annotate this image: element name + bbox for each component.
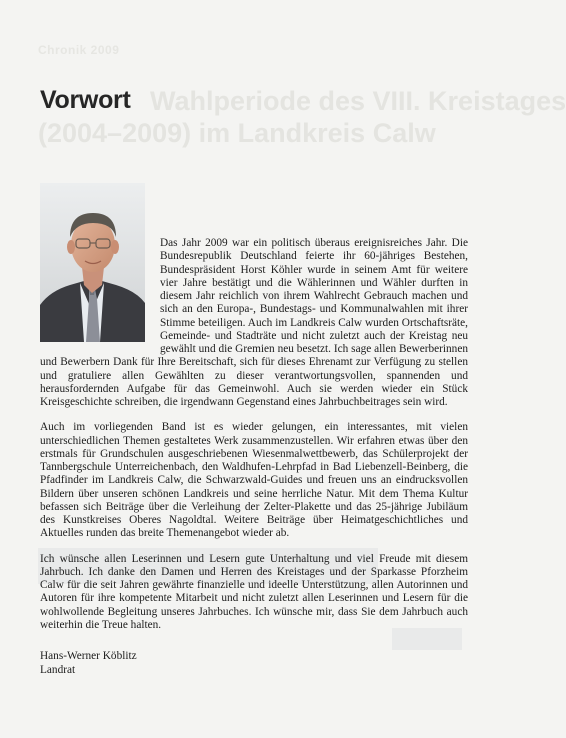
paragraph-1: [40, 237, 468, 409]
foreword-body: [40, 237, 468, 644]
paragraph-1-text: Das Jahr 2009 war ein politisch überaus ereignisreiches Jahr. Die Bundesrepublik Deutschland feierte ihr 60-jähriges Bestehen, Bundespräsident Horst Köhler wurde in seinem Amt für weitere vier Jahre bestätigt und die Wählerinnen und Wähler durften in diesem Jahr reichlich von ihrem Wahlrecht Gebrauch machen und sich an den Europa-, Bundestags- und Kommunalwahlen mit ihrer Stimme beteiligen. Auch im Landkreis Calw wurden Ortschaftsräte, Gemeinde- und Stadträte und nicht zuletzt auch der Kreistag neu gewählt und die Gremien neu besetzt. Ich sage allen Bewerberinnen und Bewerbern Dank für Ihre Bereitschaft, sich für dieses Ehrenamt zur Verfügung zu stellen und gratuliere allen Gewählten zu dieser verantwortungsvollen, spannenden und herausfordernden Aufgabe für das Gemeinwohl. Auch sie werden wieder ein Stück Kreisgeschichte schreiben, die irgendwann Gegenstand eines Jahrbuchbeitrages sein wird.: [40, 237, 468, 408]
page-heading: Vorwort: [40, 86, 131, 114]
image-wrap-spacer: [40, 237, 160, 353]
show-through-title-line-2: (2004–2009) im Landkreis Calw: [38, 118, 436, 148]
signature-name: Hans-Werner Köblitz: [40, 650, 137, 662]
show-through-kicker: Chronik 2009: [38, 43, 120, 57]
show-through-title-line-1: Wahlperiode des VIII. Kreistages: [150, 86, 566, 116]
signature-title: Landrat: [40, 663, 76, 676]
paragraph-2: Auch im vorliegenden Band ist es wieder gelungen, ein interessantes, mit vielen unterschiedlichen Themen gestaltetes Werk zusammenzustellen. Wir erfahren etwas über den erstmals für Grundschulen ausgeschriebenen Wiesenmalwettbewerb, das Schülerprojekt der Tannbergschule Unterreichenbach, den Waldhufen-Lehrpfad in Bad Liebenzell-Beinberg, die Pfadfinder im Landkreis Calw, die Schwarzwald-Guides und freuen uns an eindrucksvollen Bildern über unseren schönen Landkreis und seine herrliche Natur. Mit dem Thema Kultur befassen sich Beiträge über die Verleihung der Zelter-Plakette und das 25-jährige Jubiläum des Kunstkreises Oberes Nagoldtal. Weitere Beiträge über Heimatgeschichtliches und Aktuelles runden das breite Themenangebot wieder ab.: [40, 421, 468, 540]
paragraph-3: Ich wünsche allen Leserinnen und Lesern gute Unterhaltung und viel Freude mit diesem Jahrbuch. Ich danke den Damen und Herren des Kreistages und der Sparkasse Pforzheim Calw für die seit Jahren gewährte finanzielle und ideelle Unterstützung, allen Autorinnen und Autoren für ihre kompetente Mitarbeit und nicht zuletzt allen Leserinnen und Lesern für die wohlwollende Begleitung unseres Jahrbuches. Ich wünsche mir, dass Sie dem Jahrbuch auch weiterhin die Treue halten.: [40, 552, 468, 631]
signature-block: [40, 650, 137, 677]
